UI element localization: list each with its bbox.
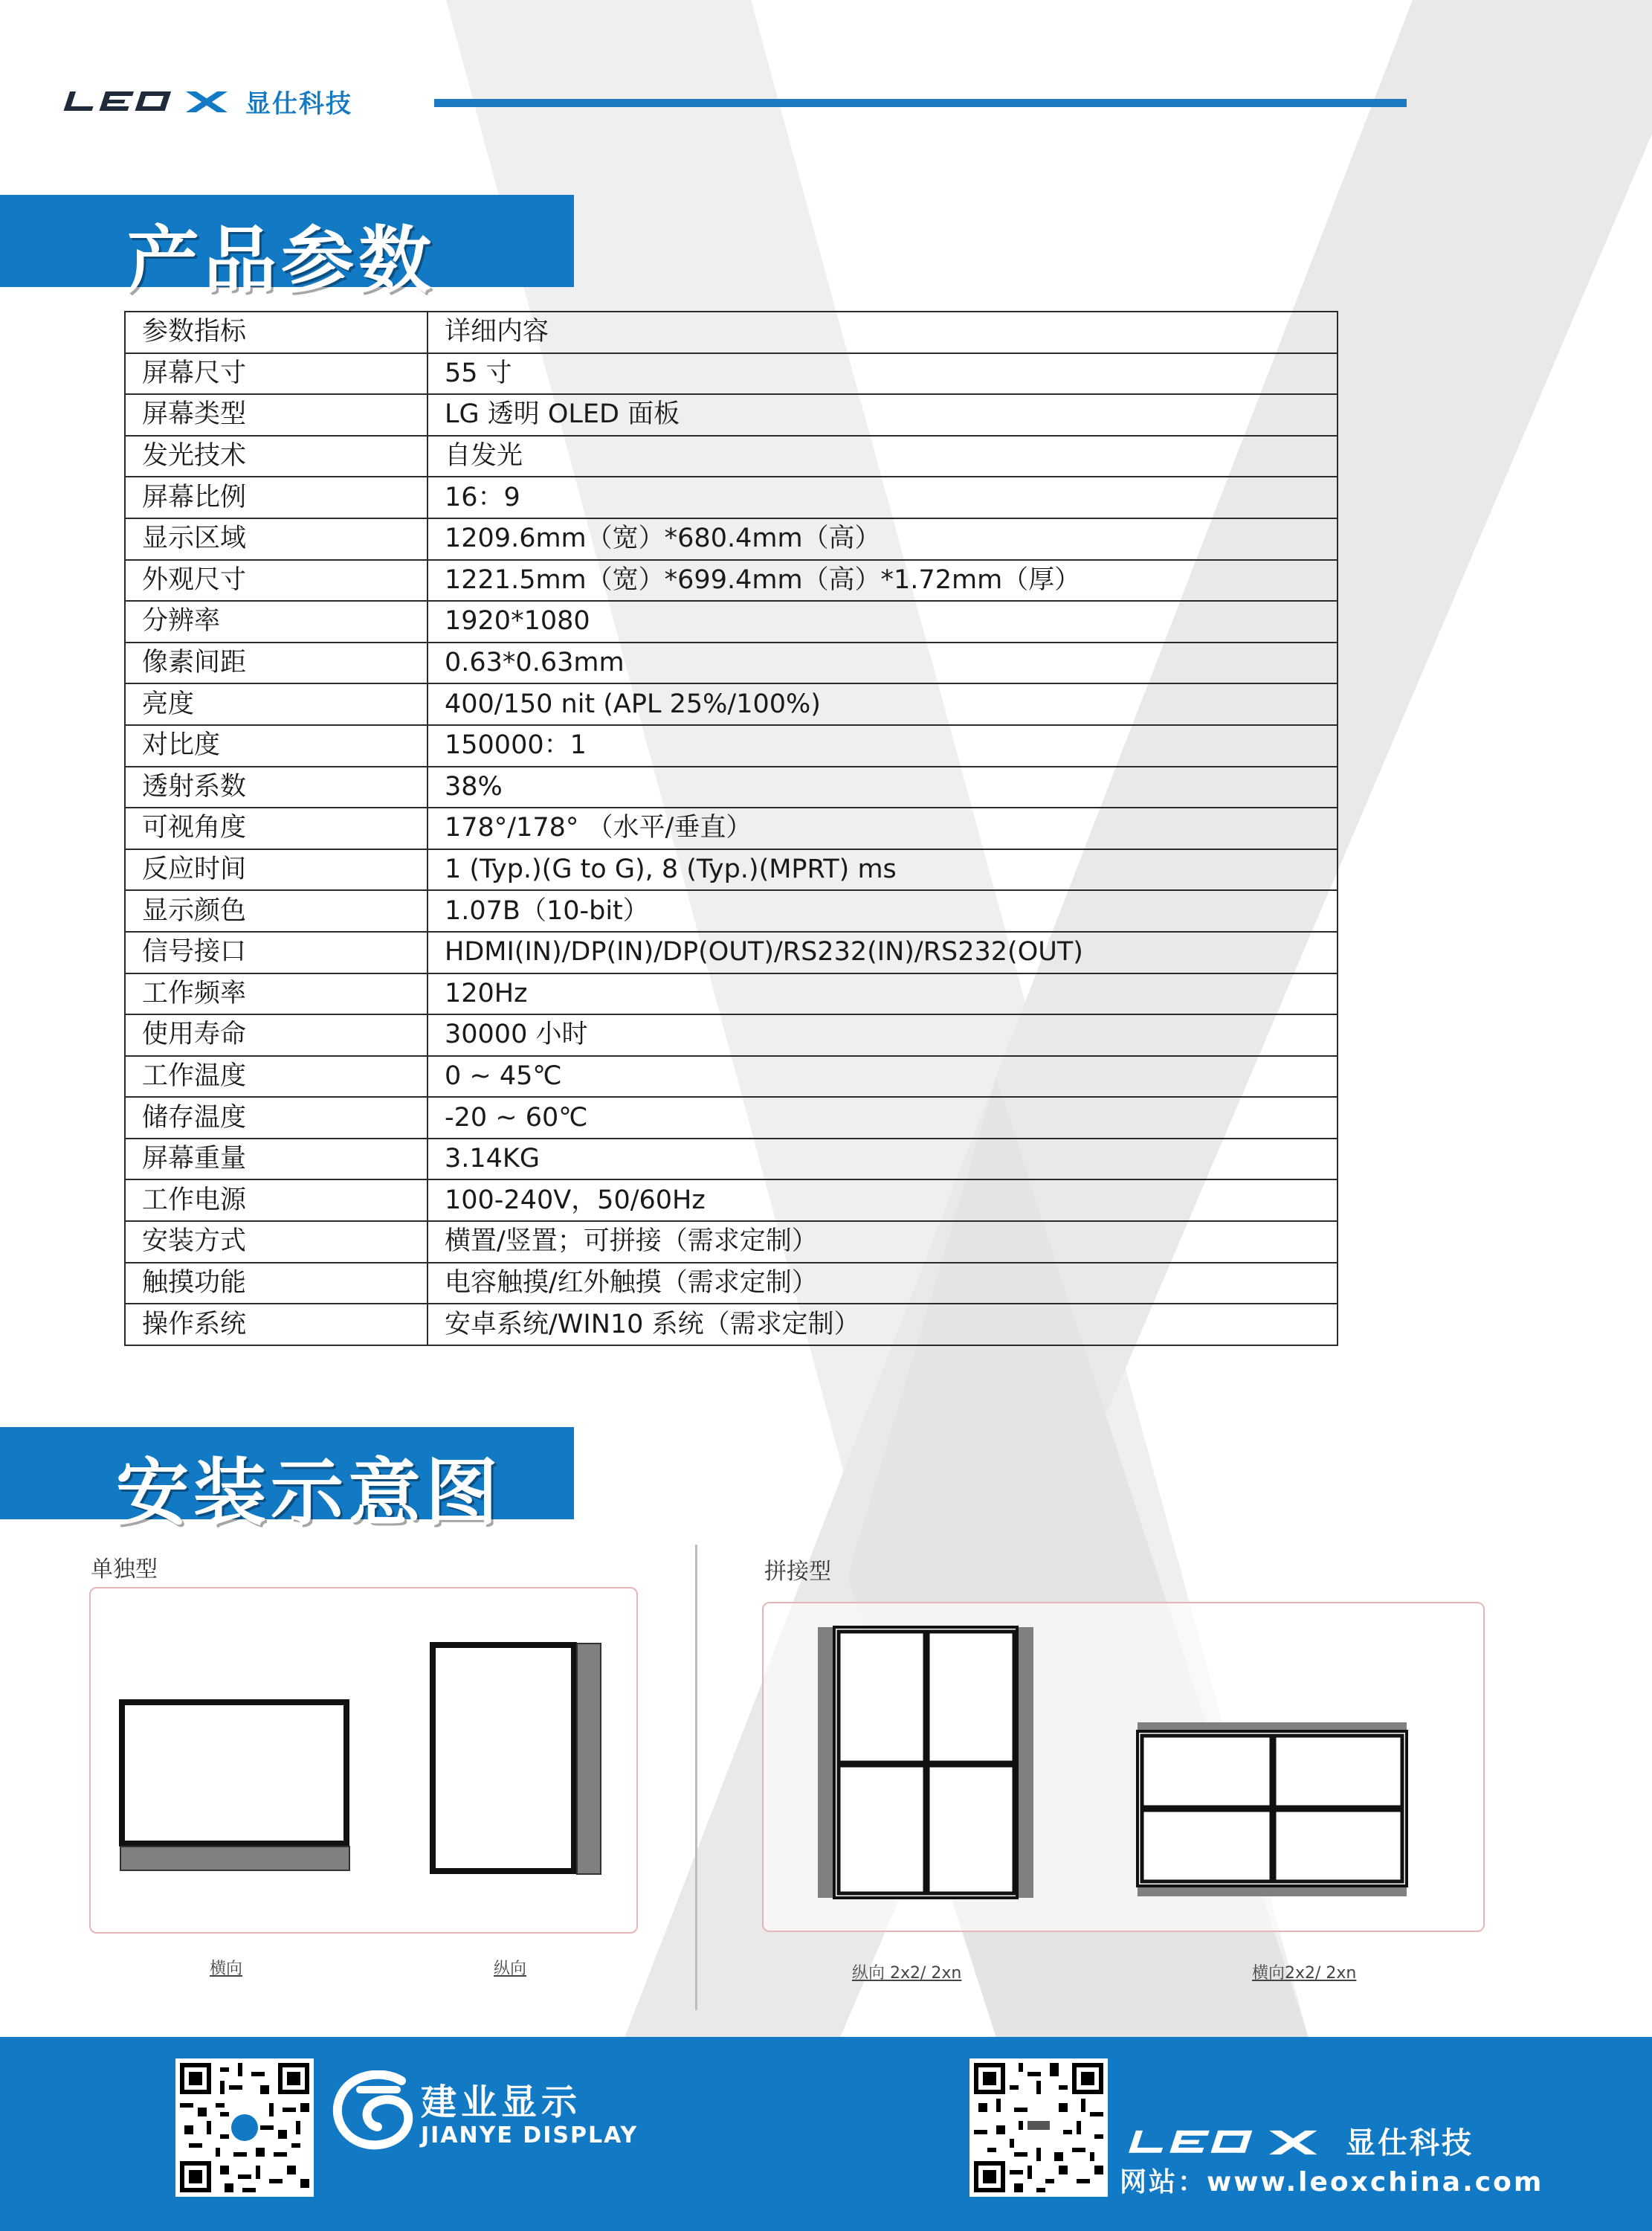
qr-code-left[interactable] — [175, 2058, 314, 2197]
caption-splice-horizontal: 横向2x2/ 2xn — [1252, 1964, 1357, 1983]
spec-row — [125, 1221, 1338, 1263]
params-banner — [0, 195, 574, 303]
spec-label: 信号接口 — [125, 932, 427, 973]
spec-label: 对比度 — [125, 725, 427, 767]
jianye-logo-icon — [330, 2070, 419, 2154]
spec-value: 电容触摸/红外触摸（需求定制） — [427, 1263, 1338, 1304]
spec-row — [125, 1097, 1338, 1139]
spec-row — [125, 436, 1338, 477]
leox-logo — [61, 83, 352, 120]
spec-label: 屏幕尺寸 — [125, 353, 427, 395]
spec-value: 38% — [427, 767, 1338, 808]
spec-row — [125, 890, 1338, 932]
spec-value: 0.63*0.63mm — [427, 643, 1338, 684]
spec-label: 触摸功能 — [125, 1263, 427, 1304]
spec-row — [125, 353, 1338, 395]
spec-label: 使用寿命 — [125, 1014, 427, 1056]
section-divider — [695, 1545, 697, 2010]
caption-horizontal: 横向 — [210, 1960, 243, 1978]
spec-label: 工作频率 — [125, 973, 427, 1015]
spec-value: 1.07B（10-bit） — [427, 890, 1338, 932]
leox-logo-icon — [61, 87, 239, 117]
jianye-en-name: JIANYE DISPLAY — [421, 2122, 639, 2148]
spec-label: 显示区域 — [125, 518, 427, 560]
spec-label: 屏幕重量 — [125, 1139, 427, 1180]
install-banner — [0, 1427, 574, 1536]
spec-label: 参数指标 — [125, 312, 427, 353]
spec-row — [125, 683, 1338, 725]
spec-label: 安装方式 — [125, 1221, 427, 1263]
spec-label: 工作温度 — [125, 1056, 427, 1098]
spec-label: 屏幕比例 — [125, 477, 427, 518]
spec-value: 1 (Typ.)(G to G), 8 (Typ.)(MPRT) ms — [427, 849, 1338, 891]
spec-value: 详细内容 — [427, 312, 1338, 353]
logo-cn-text: 显仕科技 — [245, 89, 352, 119]
spec-value: LG 透明 OLED 面板 — [427, 394, 1338, 436]
spec-row — [125, 725, 1338, 767]
spec-value: 100-240V，50/60Hz — [427, 1179, 1338, 1221]
spec-label: 工作电源 — [125, 1179, 427, 1221]
spec-value: 16：9 — [427, 477, 1338, 518]
caption-vertical: 纵向 — [494, 1960, 527, 1978]
spec-label: 显示颜色 — [125, 890, 427, 932]
spec-row — [125, 1139, 1338, 1180]
spec-value: 400/150 nit (APL 25%/100%) — [427, 683, 1338, 725]
single-type-label: 单独型 — [91, 1556, 158, 1583]
spec-label: 操作系统 — [125, 1304, 427, 1345]
spec-label: 亮度 — [125, 683, 427, 725]
spec-value: 1920*1080 — [427, 601, 1338, 643]
spec-value: 30000 小时 — [427, 1014, 1338, 1056]
qr-code-icon — [974, 2063, 1103, 2192]
leox-footer-cn: 显仕科技 — [1346, 2126, 1474, 2160]
website-text: 网站：www.leoxchina.com — [1120, 2167, 1544, 2198]
spec-value: 3.14KG — [427, 1139, 1338, 1180]
spec-row — [125, 1179, 1338, 1221]
qr-code-right[interactable] — [969, 2058, 1108, 2197]
spec-label: 外观尺寸 — [125, 560, 427, 602]
qr-code-icon — [180, 2063, 309, 2192]
spec-row — [125, 601, 1338, 643]
spec-value: 横置/竖置；可拼接（需求定制） — [427, 1221, 1338, 1263]
spec-row — [125, 312, 1338, 353]
header-rule — [434, 99, 1407, 107]
spec-row — [125, 849, 1338, 891]
spec-row — [125, 643, 1338, 684]
horizontal-screen-diagram — [119, 1699, 354, 1875]
spec-row — [125, 808, 1338, 849]
spec-row — [125, 1304, 1338, 1345]
splice-horizontal-diagram — [1135, 1719, 1411, 1901]
spec-row — [125, 477, 1338, 518]
spec-table — [124, 311, 1338, 1346]
jianye-cn-name: 建业显示 — [421, 2082, 582, 2123]
spec-row — [125, 932, 1338, 973]
splice-vertical-diagram — [816, 1626, 1035, 1901]
spec-value: 自发光 — [427, 436, 1338, 477]
params-title: 产品参数 — [126, 219, 436, 303]
caption-splice-vertical: 纵向 2x2/ 2xn — [852, 1964, 962, 1983]
install-title: 安装示意图 — [116, 1451, 503, 1536]
spec-label: 储存温度 — [125, 1097, 427, 1139]
spec-label: 反应时间 — [125, 849, 427, 891]
spec-value: 安卓系统/WIN10 系统（需求定制） — [427, 1304, 1338, 1345]
spec-value: HDMI(IN)/DP(IN)/DP(OUT)/RS232(IN)/RS232(OUT) — [427, 932, 1338, 973]
vertical-screen-diagram — [430, 1642, 605, 1877]
spec-value: 150000：1 — [427, 725, 1338, 767]
spec-row — [125, 1056, 1338, 1098]
spec-row — [125, 1263, 1338, 1304]
spec-value: -20 ~ 60℃ — [427, 1097, 1338, 1139]
spec-label: 像素间距 — [125, 643, 427, 684]
splice-type-label: 拼接型 — [764, 1559, 831, 1585]
spec-label: 可视角度 — [125, 808, 427, 849]
spec-row — [125, 518, 1338, 560]
spec-value: 55 寸 — [427, 353, 1338, 395]
spec-label: 分辨率 — [125, 601, 427, 643]
leox-footer-logo-icon — [1117, 2125, 1340, 2160]
spec-row — [125, 973, 1338, 1015]
spec-row — [125, 767, 1338, 808]
spec-value: 1221.5mm（宽）*699.4mm（高）*1.72mm（厚） — [427, 560, 1338, 602]
spec-value: 120Hz — [427, 973, 1338, 1015]
spec-row — [125, 560, 1338, 602]
spec-row — [125, 394, 1338, 436]
spec-value: 178°/178° （水平/垂直） — [427, 808, 1338, 849]
spec-value: 1209.6mm（宽）*680.4mm（高） — [427, 518, 1338, 560]
spec-label: 发光技术 — [125, 436, 427, 477]
spec-row — [125, 1014, 1338, 1056]
spec-value: 0 ~ 45℃ — [427, 1056, 1338, 1098]
spec-label: 屏幕类型 — [125, 394, 427, 436]
spec-label: 透射系数 — [125, 767, 427, 808]
